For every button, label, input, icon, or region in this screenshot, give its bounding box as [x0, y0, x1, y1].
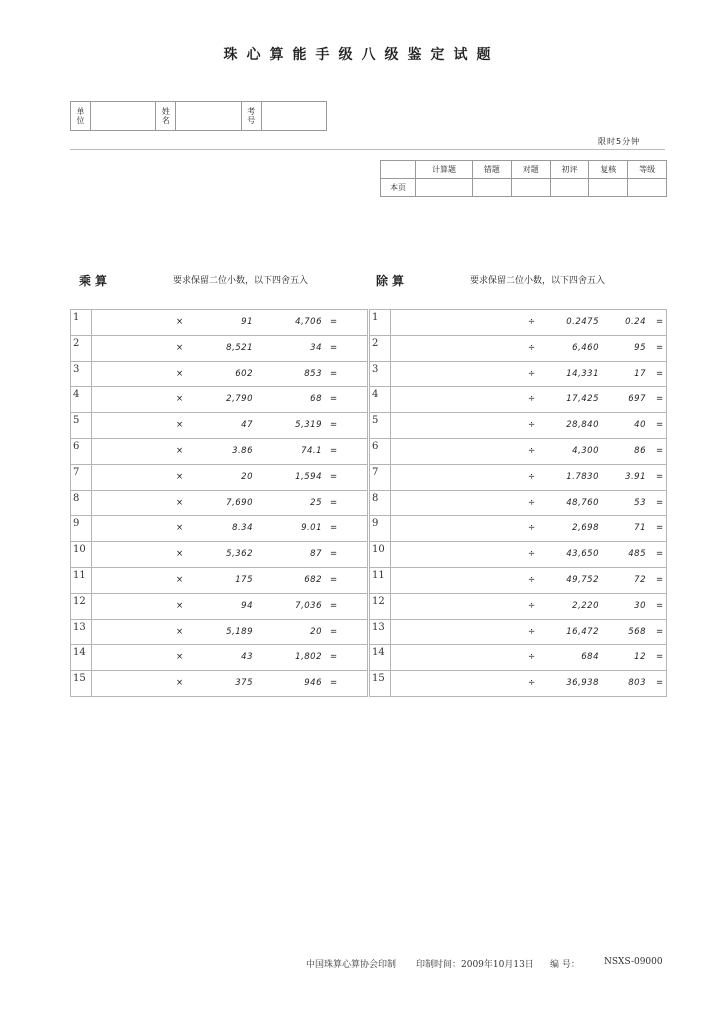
question-number: 5: [370, 413, 391, 439]
score-table: [380, 160, 667, 197]
operand-b: 485: [628, 549, 646, 560]
question-row: [71, 619, 368, 645]
operand-a: 47: [241, 420, 253, 431]
division-note: 要求保留二位小数，以下四舍五入: [470, 276, 606, 286]
operand-a: 602: [235, 368, 253, 379]
equals-sign: =: [330, 626, 338, 637]
time-limit: 限时5分钟: [598, 137, 641, 146]
question-expression[interactable]: [391, 335, 667, 361]
question-expression[interactable]: [92, 335, 368, 361]
question-expression[interactable]: [92, 645, 368, 671]
operator: ×: [176, 420, 184, 431]
equals-sign: =: [330, 678, 338, 689]
question-number: 8: [71, 490, 92, 516]
operator: ÷: [528, 471, 536, 482]
operand-a: 5,362: [226, 549, 253, 560]
question-row: [71, 310, 368, 336]
question-number: 9: [71, 516, 92, 542]
question-number: 7: [71, 464, 92, 490]
score-cell[interactable]: [550, 179, 589, 197]
operator: ÷: [528, 600, 536, 611]
operand-a: 175: [235, 574, 253, 585]
question-number: 6: [71, 438, 92, 464]
operand-a: 17,425: [566, 394, 599, 405]
operand-b: 17: [634, 368, 646, 379]
operand-b: 5,319: [295, 420, 322, 431]
operator: ÷: [528, 368, 536, 379]
question-number: 14: [71, 645, 92, 671]
operand-a: 48,760: [566, 497, 599, 508]
question-row: [370, 490, 667, 516]
score-header: 计算题: [416, 161, 473, 179]
question-number: 4: [71, 387, 92, 413]
question-row: [370, 516, 667, 542]
operand-b: 72: [634, 574, 646, 585]
operand-a: 36,938: [566, 678, 599, 689]
operand-a: 20: [241, 471, 253, 482]
question-row: [370, 671, 667, 697]
operator: ×: [176, 652, 184, 663]
operator: ÷: [528, 497, 536, 508]
name-label: 姓名: [156, 102, 176, 131]
operator: ×: [176, 497, 184, 508]
equals-sign: =: [330, 317, 338, 327]
unit-field[interactable]: [91, 102, 156, 131]
operand-a: 2,790: [226, 394, 253, 405]
question-row: [71, 490, 368, 516]
question-expression[interactable]: [391, 438, 667, 464]
operand-b: 12: [634, 652, 646, 663]
equals-sign: =: [330, 600, 338, 611]
operand-a: 3.86: [232, 445, 253, 456]
question-row: [71, 542, 368, 568]
operand-a: 8,521: [226, 342, 253, 353]
score-cell[interactable]: [473, 179, 512, 197]
score-corner-cell: [381, 161, 416, 179]
question-row: [370, 645, 667, 671]
score-cell[interactable]: [589, 179, 628, 197]
equals-sign: =: [656, 317, 664, 327]
question-expression[interactable]: [391, 671, 667, 697]
operand-b: 3.91: [625, 471, 646, 482]
question-expression[interactable]: [391, 490, 667, 516]
footer-printer: 中国珠算心算协会印制: [306, 960, 397, 970]
equals-sign: =: [656, 342, 664, 353]
question-number: 6: [370, 438, 391, 464]
operand-a: 8.34: [232, 523, 253, 534]
operand-b: 568: [628, 626, 646, 637]
equals-sign: =: [656, 574, 664, 585]
question-expression[interactable]: [92, 516, 368, 542]
score-header: 初评: [550, 161, 589, 179]
operator: ×: [176, 523, 184, 534]
question-row: [71, 645, 368, 671]
question-expression[interactable]: [391, 516, 667, 542]
operator: ×: [176, 394, 184, 405]
score-row-label: 本页: [381, 179, 416, 197]
exam-no-label: 考号: [241, 102, 261, 131]
equals-sign: =: [656, 394, 664, 405]
question-number: 12: [71, 593, 92, 619]
question-row: [71, 361, 368, 387]
equals-sign: =: [656, 626, 664, 637]
operator: ×: [176, 445, 184, 456]
question-row: [71, 438, 368, 464]
operand-b: 20: [310, 626, 322, 637]
operand-a: 2,220: [572, 600, 599, 611]
question-number: 7: [370, 464, 391, 490]
operand-b: 40: [634, 420, 646, 431]
question-row: [71, 464, 368, 490]
operator: ×: [176, 368, 184, 379]
operand-b: 682: [304, 574, 322, 585]
question-expression[interactable]: [391, 593, 667, 619]
score-cell[interactable]: [416, 179, 473, 197]
footer-code-label: 编 号：: [550, 960, 580, 970]
equals-sign: =: [330, 523, 338, 534]
divider: [70, 149, 665, 150]
question-number: 12: [370, 593, 391, 619]
equals-sign: =: [656, 523, 664, 534]
operator: ×: [176, 471, 184, 482]
question-number: 14: [370, 645, 391, 671]
equals-sign: =: [330, 574, 338, 585]
footer-code: NSXS-09000: [604, 957, 663, 967]
question-expression[interactable]: [391, 645, 667, 671]
operator: ÷: [528, 420, 536, 431]
question-expression[interactable]: [92, 619, 368, 645]
equals-sign: =: [656, 549, 664, 560]
operand-a: 16,472: [566, 626, 599, 637]
operand-b: 697: [628, 394, 646, 405]
operator: ×: [176, 626, 184, 637]
operand-b: 803: [628, 678, 646, 689]
operator: ÷: [528, 626, 536, 637]
question-row: [370, 567, 667, 593]
question-row: [71, 516, 368, 542]
question-expression[interactable]: [92, 671, 368, 697]
question-row: [370, 619, 667, 645]
question-expression[interactable]: [391, 413, 667, 439]
operand-a: 5,189: [226, 626, 253, 637]
question-row: [370, 361, 667, 387]
question-expression[interactable]: [391, 619, 667, 645]
operand-a: 91: [241, 317, 253, 327]
operator: ÷: [528, 549, 536, 560]
question-number: 13: [71, 619, 92, 645]
operand-a: 43,650: [566, 549, 599, 560]
operand-a: 0.2475: [566, 317, 599, 327]
operator: ×: [176, 678, 184, 689]
question-row: [71, 567, 368, 593]
operand-b: 4,706: [295, 317, 322, 327]
equals-sign: =: [330, 342, 338, 353]
operand-b: 95: [634, 342, 646, 353]
question-row: [71, 387, 368, 413]
question-number: 15: [370, 671, 391, 697]
candidate-info-table: [70, 101, 327, 131]
question-number: 2: [370, 335, 391, 361]
division-table: [369, 309, 667, 697]
operand-b: 30: [634, 600, 646, 611]
operator: ÷: [528, 678, 536, 689]
equals-sign: =: [656, 497, 664, 508]
equals-sign: =: [330, 420, 338, 431]
equals-sign: =: [330, 497, 338, 508]
question-number: 13: [370, 619, 391, 645]
operand-b: 34: [310, 342, 322, 353]
operand-a: 4,300: [572, 445, 599, 456]
question-number: 11: [71, 567, 92, 593]
question-number: 1: [370, 310, 391, 336]
division-title: 除算: [376, 274, 409, 288]
question-row: [71, 413, 368, 439]
equals-sign: =: [656, 368, 664, 379]
question-number: 10: [370, 542, 391, 568]
equals-sign: =: [656, 600, 664, 611]
operator: ×: [176, 317, 184, 327]
question-expression[interactable]: [92, 413, 368, 439]
operand-a: 14,331: [566, 368, 599, 379]
operator: ×: [176, 600, 184, 611]
question-row: [370, 387, 667, 413]
question-number: 1: [71, 310, 92, 336]
question-number: 5: [71, 413, 92, 439]
operator: ×: [176, 549, 184, 560]
question-number: 10: [71, 542, 92, 568]
question-expression[interactable]: [92, 361, 368, 387]
operand-b: 25: [310, 497, 322, 508]
question-number: 8: [370, 490, 391, 516]
question-number: 15: [71, 671, 92, 697]
score-header: 复核: [589, 161, 628, 179]
question-number: 2: [71, 335, 92, 361]
name-field[interactable]: [176, 102, 241, 131]
operand-a: 6,460: [572, 342, 599, 353]
question-expression[interactable]: [391, 567, 667, 593]
question-row: [370, 542, 667, 568]
operand-a: 375: [235, 678, 253, 689]
question-expression[interactable]: [391, 310, 667, 336]
operand-b: 86: [634, 445, 646, 456]
question-row: [71, 593, 368, 619]
question-row: [370, 464, 667, 490]
question-row: [71, 671, 368, 697]
score-cell[interactable]: [628, 179, 667, 197]
score-header: 等级: [628, 161, 667, 179]
operator: ×: [176, 342, 184, 353]
equals-sign: =: [330, 394, 338, 405]
equals-sign: =: [330, 471, 338, 482]
operator: ÷: [528, 317, 536, 327]
equals-sign: =: [656, 445, 664, 456]
operand-b: 71: [634, 523, 646, 534]
question-expression[interactable]: [391, 387, 667, 413]
multiplication-table: [70, 309, 368, 697]
multiplication-note: 要求保留二位小数，以下四舍五入: [173, 276, 309, 286]
operand-a: 1.7830: [566, 471, 599, 482]
question-expression[interactable]: [92, 567, 368, 593]
question-expression[interactable]: [391, 542, 667, 568]
question-row: [370, 413, 667, 439]
question-row: [71, 335, 368, 361]
question-expression[interactable]: [92, 464, 368, 490]
operand-b: 7,036: [295, 600, 322, 611]
operand-b: 0.24: [625, 317, 646, 327]
equals-sign: =: [330, 445, 338, 456]
question-row: [370, 310, 667, 336]
question-row: [370, 593, 667, 619]
question-number: 3: [370, 361, 391, 387]
operand-a: 49,752: [566, 574, 599, 585]
equals-sign: =: [330, 368, 338, 379]
question-expression[interactable]: [92, 438, 368, 464]
question-expression[interactable]: [92, 490, 368, 516]
operator: ÷: [528, 523, 536, 534]
score-header: 错题: [473, 161, 512, 179]
question-expression[interactable]: [92, 387, 368, 413]
score-cell[interactable]: [511, 179, 550, 197]
question-expression[interactable]: [92, 542, 368, 568]
equals-sign: =: [656, 652, 664, 663]
operand-a: 7,690: [226, 497, 253, 508]
operand-b: 1,802: [295, 652, 322, 663]
operator: ÷: [528, 574, 536, 585]
question-expression[interactable]: [92, 593, 368, 619]
operand-b: 9.01: [301, 523, 322, 534]
question-number: 3: [71, 361, 92, 387]
operand-b: 946: [304, 678, 322, 689]
operand-b: 1,594: [295, 471, 322, 482]
operator: ÷: [528, 445, 536, 456]
operator: ÷: [528, 342, 536, 353]
equals-sign: =: [656, 678, 664, 689]
operand-a: 684: [581, 652, 599, 663]
operand-b: 68: [310, 394, 322, 405]
exam-no-field[interactable]: [261, 102, 326, 131]
question-number: 9: [370, 516, 391, 542]
footer-print-date: 印制时间：2009年10月13日: [416, 960, 534, 970]
operand-a: 43: [241, 652, 253, 663]
score-header: 对题: [511, 161, 550, 179]
question-row: [370, 438, 667, 464]
operator: ÷: [528, 652, 536, 663]
exam-title: 珠心算能手级八级鉴定试题: [223, 47, 500, 63]
operand-b: 853: [304, 368, 322, 379]
equals-sign: =: [330, 652, 338, 663]
question-number: 11: [370, 567, 391, 593]
operand-a: 94: [241, 600, 253, 611]
question-expression[interactable]: [92, 310, 368, 336]
question-expression[interactable]: [391, 464, 667, 490]
equals-sign: =: [656, 420, 664, 431]
operand-b: 74.1: [301, 445, 322, 456]
question-expression[interactable]: [391, 361, 667, 387]
operand-b: 53: [634, 497, 646, 508]
operator: ×: [176, 574, 184, 585]
equals-sign: =: [330, 549, 338, 560]
question-number: 4: [370, 387, 391, 413]
operand-b: 87: [310, 549, 322, 560]
operand-a: 28,840: [566, 420, 599, 431]
unit-label: 单位: [71, 102, 91, 131]
multiplication-title: 乘算: [79, 274, 112, 288]
operand-a: 2,698: [572, 523, 599, 534]
operator: ÷: [528, 394, 536, 405]
question-row: [370, 335, 667, 361]
equals-sign: =: [656, 471, 664, 482]
